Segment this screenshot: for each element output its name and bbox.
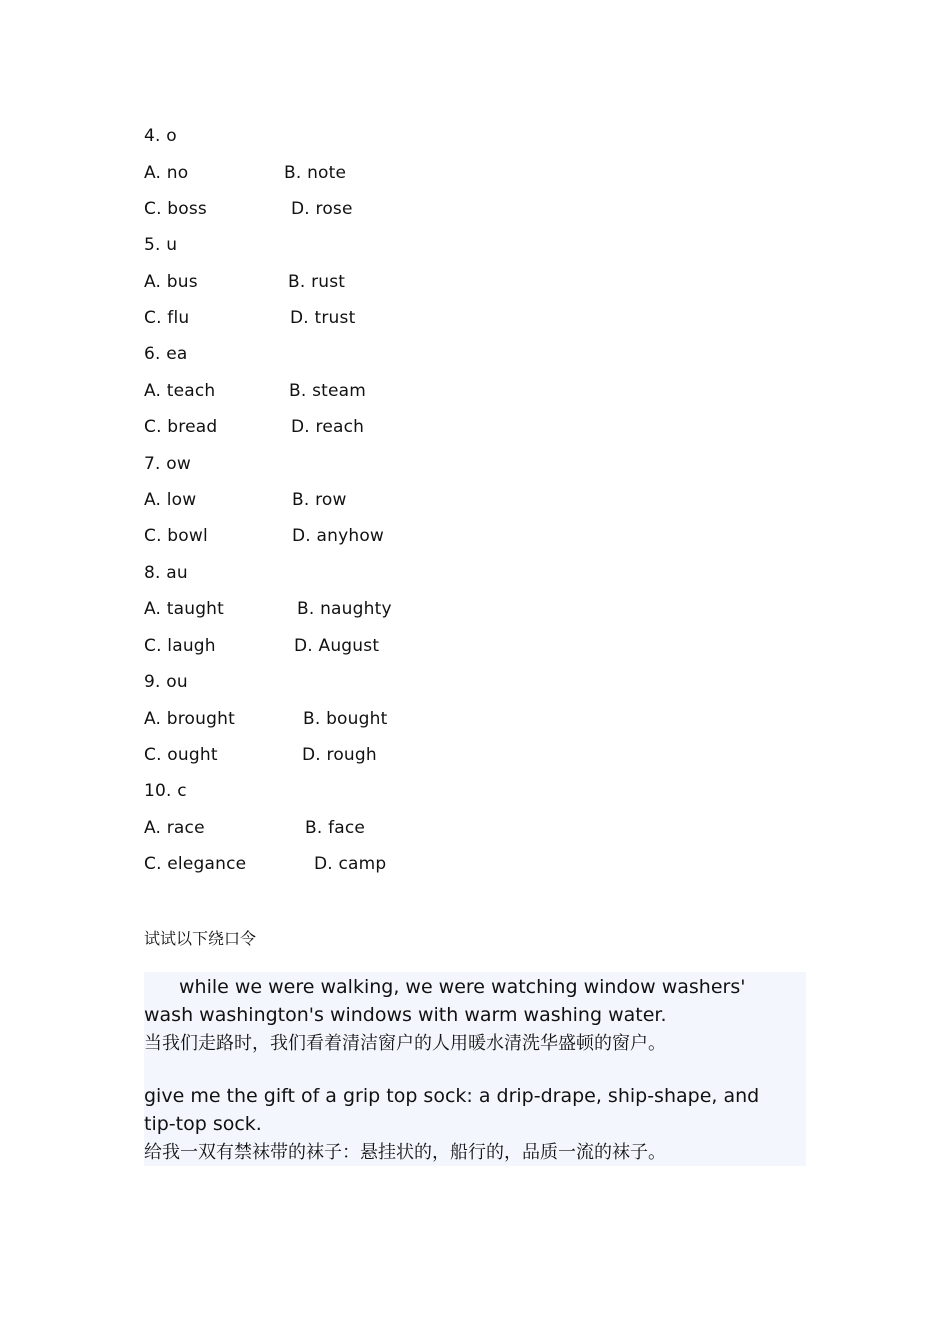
question-7-stem: 7. ow [144, 454, 191, 474]
question-9-option-c: C. ought [144, 745, 218, 765]
question-7-option-c: C. bowl [144, 526, 208, 546]
question-10-option-c: C. elegance [144, 854, 247, 874]
question-10-option-a: A. race [144, 818, 205, 838]
question-6-option-b: B. steam [289, 381, 367, 401]
question-5-option-d: D. trust [290, 308, 356, 328]
question-10-option-d: D. camp [314, 854, 387, 874]
question-8-option-a: A. taught [144, 599, 225, 619]
question-9-option-a: A. brought [144, 709, 235, 729]
question-4-stem: 4. o [144, 126, 177, 146]
question-10-stem: 10. c [144, 781, 187, 801]
question-4-option-a: A. no [144, 163, 189, 183]
question-7-option-d: D. anyhow [292, 526, 385, 546]
question-5-stem: 5. u [144, 235, 178, 255]
tongue-twister-1-english: while we were walking, we were watching window washers' wash washington's windows with warm washing water. [144, 976, 746, 1026]
question-4-option-c: C. boss [144, 199, 207, 219]
question-5-option-c: C. flu [144, 308, 190, 328]
tongue-twister-2-chinese: 给我一双有禁袜带的袜子：悬挂状的，船行的，品质一流的袜子。 [144, 1142, 666, 1163]
question-8-option-d: D. August [294, 636, 380, 656]
question-4-option-d: D. rose [291, 199, 353, 219]
question-6-option-a: A. teach [144, 381, 216, 401]
question-7-option-b: B. row [292, 490, 347, 510]
question-6-option-d: D. reach [291, 417, 365, 437]
tongue-twister-intro: 试试以下绕口令 [144, 929, 257, 948]
question-9-option-b: B. bought [303, 709, 388, 729]
question-5-option-b: B. rust [288, 272, 346, 292]
tongue-twister-2-english: give me the gift of a grip top sock: a drip-drape, ship-shape, and tip-top sock. [144, 1085, 760, 1135]
question-10-option-b: B. face [305, 818, 366, 838]
tongue-twister-1-chinese: 当我们走路时，我们看着清洁窗户的人用暖水清洗华盛顿的窗户。 [144, 1033, 666, 1054]
question-5-option-a: A. bus [144, 272, 198, 292]
question-8-option-b: B. naughty [297, 599, 392, 619]
question-9-stem: 9. ou [144, 672, 188, 692]
question-7-option-a: A. low [144, 490, 197, 510]
question-6-stem: 6. ea [144, 344, 188, 364]
question-4-option-b: B. note [284, 163, 347, 183]
question-9-option-d: D. rough [302, 745, 377, 765]
question-6-option-c: C. bread [144, 417, 218, 437]
question-8-option-c: C. laugh [144, 636, 216, 656]
question-8-stem: 8. au [144, 563, 188, 583]
